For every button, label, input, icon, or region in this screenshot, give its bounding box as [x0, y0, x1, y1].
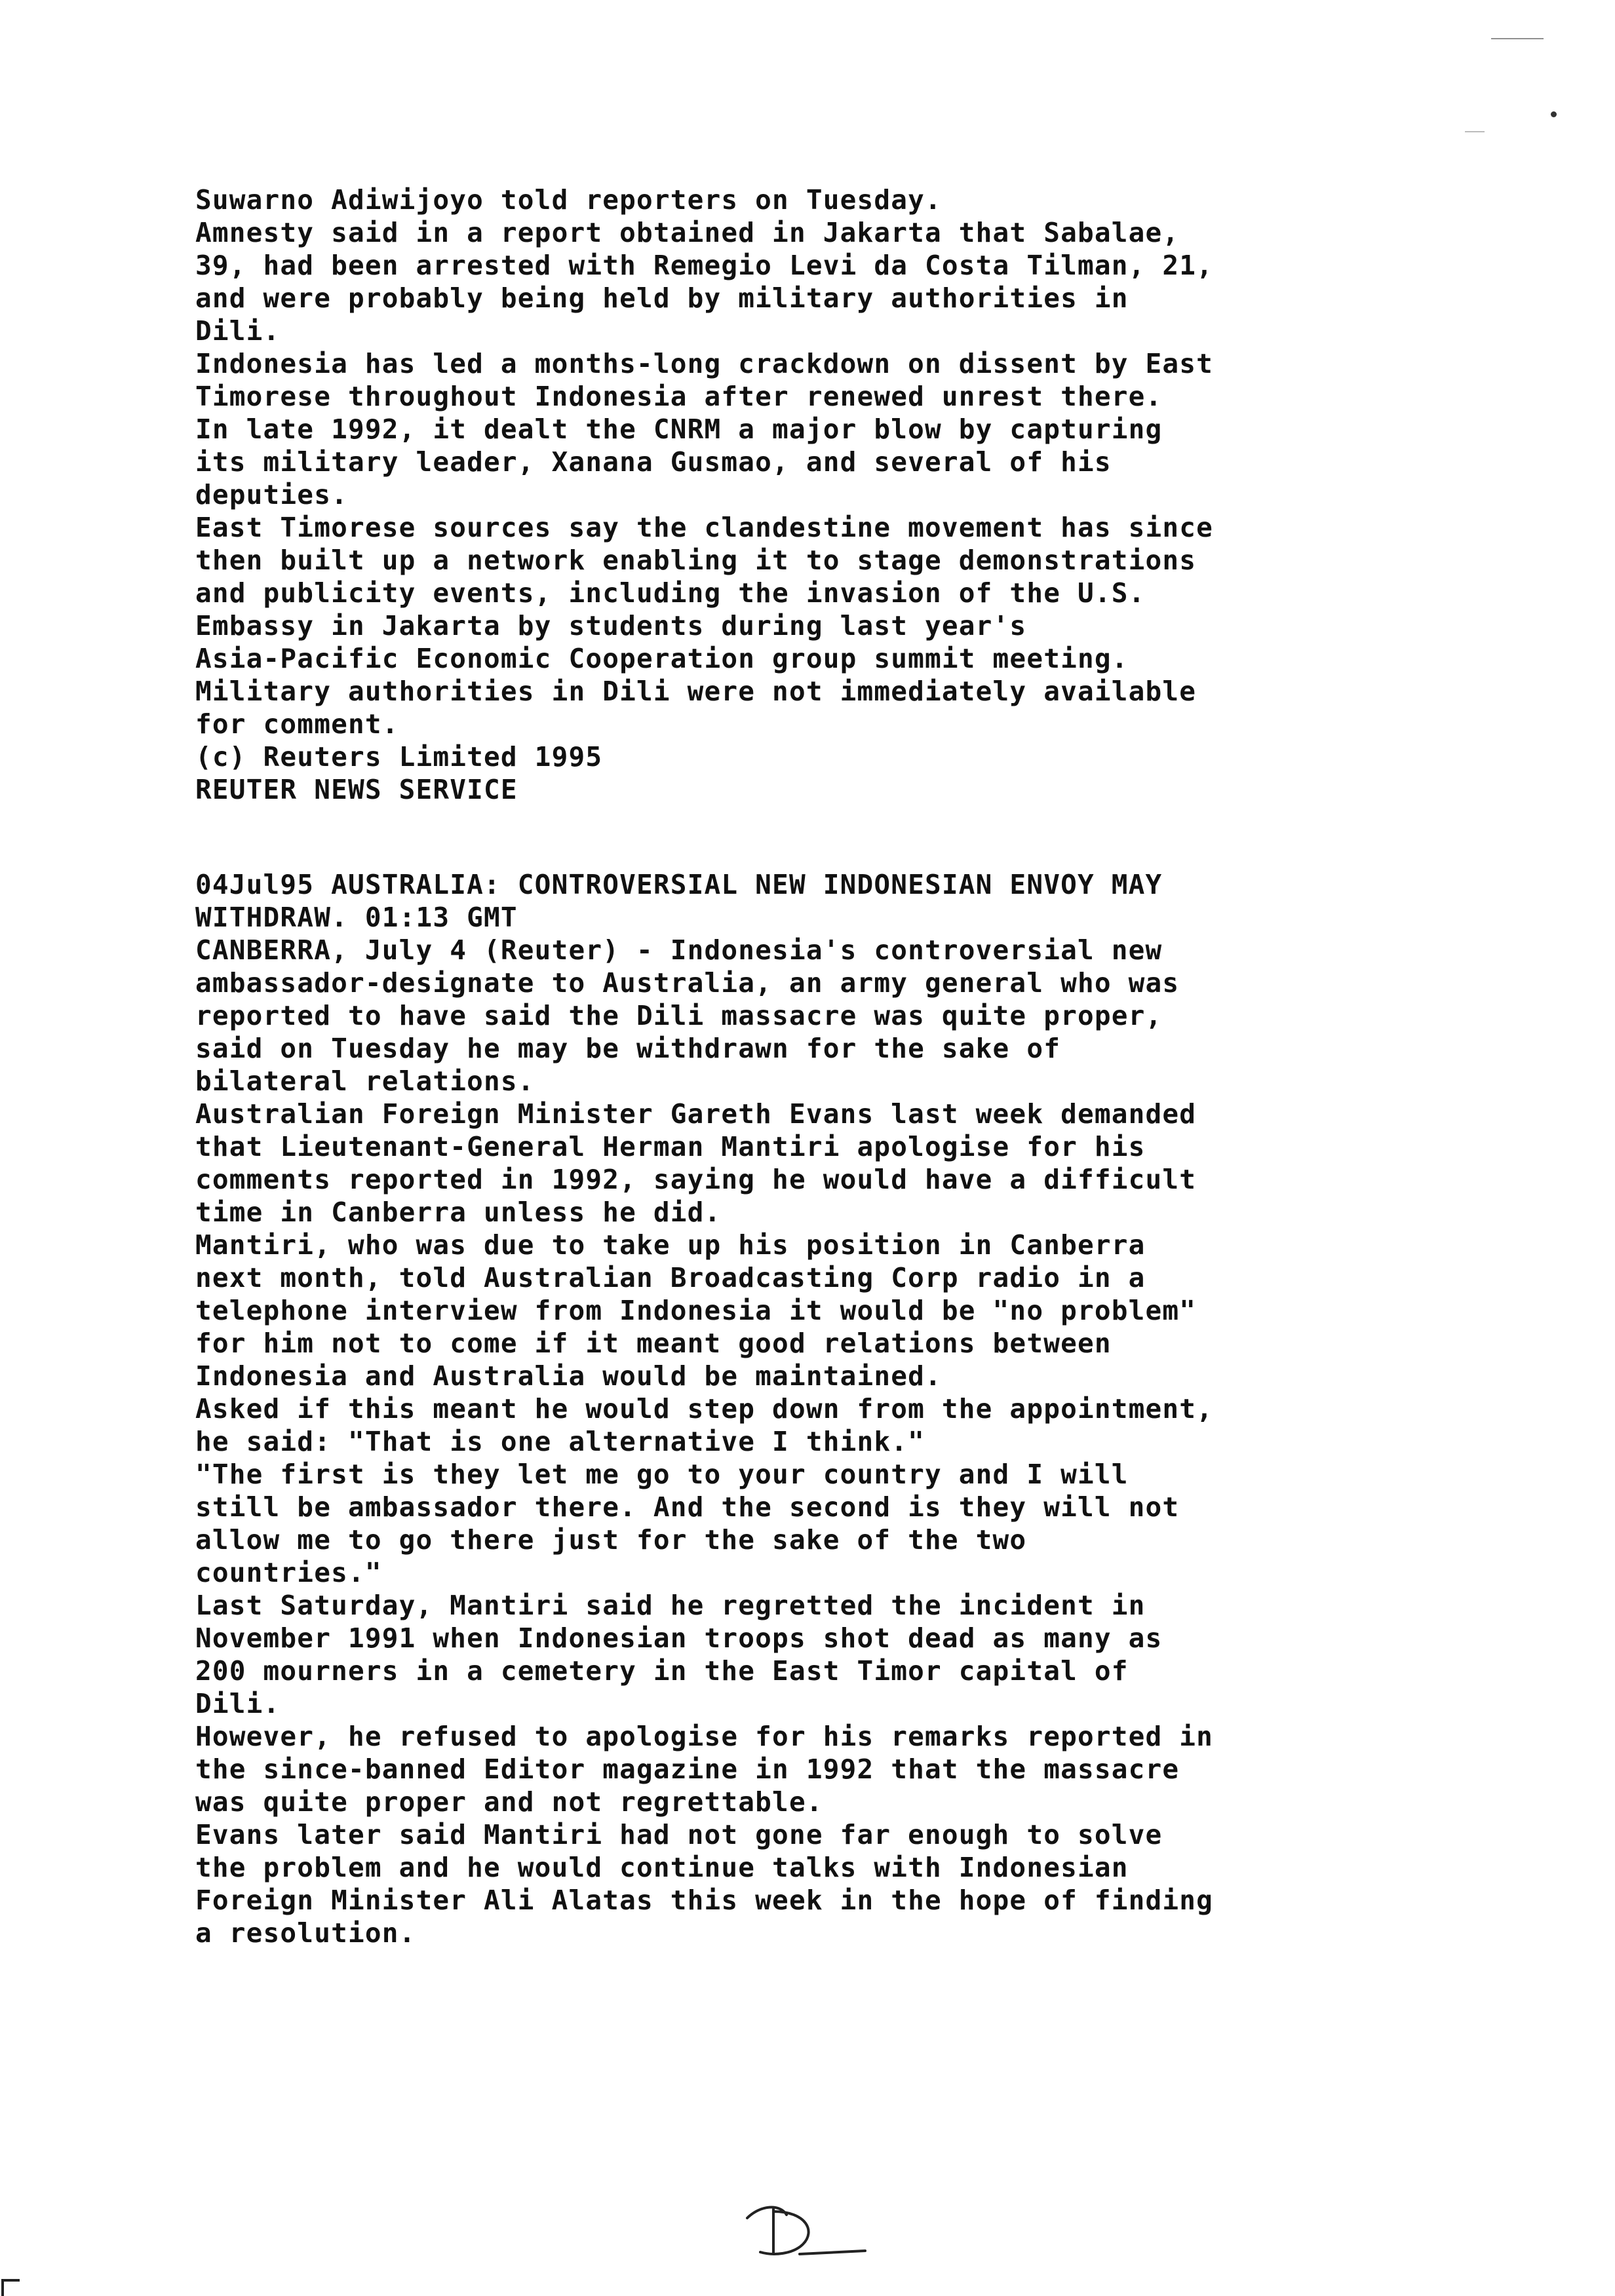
- text-line: "The first is they let me go to your country and I will: [195, 1459, 1129, 1490]
- text-line: deputies.: [195, 479, 348, 510]
- text-line: ambassador-designate to Australia, an army general who was: [195, 967, 1180, 999]
- text-line: Last Saturday, Mantiri said he regretted the incident in: [195, 1590, 1146, 1621]
- text-line: 39, had been arrested with Remegio Levi da Costa Tilman, 21,: [195, 250, 1214, 281]
- headline-line: 04Jul95 AUSTRALIA: CONTROVERSIAL NEW INDONESIAN ENVOY MAY: [195, 869, 1163, 900]
- text-line: Dili.: [195, 315, 281, 347]
- handwritten-initial-mark: [734, 2192, 878, 2270]
- text-line: a resolution.: [195, 1917, 416, 1949]
- text-line: Embassy in Jakarta by students during last year's: [195, 610, 1027, 641]
- text-line: Suwarno Adiwijoyo told reporters on Tuesday.: [195, 184, 942, 216]
- text-line: November 1991 when Indonesian troops shot dead as many as: [195, 1622, 1163, 1654]
- text-line: In late 1992, it dealt the CNRM a major blow by capturing: [195, 413, 1163, 445]
- text-line: Timorese throughout Indonesia after renewed unrest there.: [195, 381, 1163, 412]
- text-line: the problem and he would continue talks with Indonesian: [195, 1852, 1129, 1883]
- text-line: Asked if this meant he would step down from the appointment,: [195, 1393, 1214, 1425]
- text-line: bilateral relations.: [195, 1065, 535, 1097]
- text-line: then built up a network enabling it to stage demonstrations: [195, 545, 1197, 576]
- text-line: its military leader, Xanana Gusmao, and several of his: [195, 446, 1112, 478]
- headline-line: WITHDRAW. 01:13 GMT: [195, 902, 518, 933]
- article-main: [195, 868, 1441, 1949]
- text-line: that Lieutenant-General Herman Mantiri apologise for his: [195, 1131, 1146, 1162]
- text-line: 200 mourners in a cemetery in the East Timor capital of: [195, 1655, 1129, 1687]
- article-continuation: [195, 183, 1441, 806]
- text-line: Indonesia and Australia would be maintained.: [195, 1360, 942, 1392]
- scan-streak: [1491, 38, 1544, 39]
- text-line: was quite proper and not regrettable.: [195, 1786, 823, 1818]
- service-line: REUTER NEWS SERVICE: [195, 774, 518, 805]
- text-line: Evans later said Mantiri had not gone far enough to solve: [195, 1819, 1163, 1850]
- text-line: still be ambassador there. And the second is they will not: [195, 1491, 1180, 1523]
- text-line: Foreign Minister Ali Alatas this week in the hope of finding: [195, 1885, 1214, 1916]
- scan-edge-mark: [0, 2274, 26, 2296]
- handwritten-stroke: [747, 2208, 865, 2254]
- text-line: time in Canberra unless he did.: [195, 1196, 722, 1228]
- scan-streak: [1465, 131, 1485, 132]
- dateline: CANBERRA, July 4 (Reuter) - Indonesia's controversial new: [195, 934, 1163, 966]
- text-line: Asia-Pacific Economic Cooperation group summit meeting.: [195, 643, 1129, 674]
- text-line: and publicity events, including the invasion of the U.S.: [195, 577, 1146, 609]
- text-line: said on Tuesday he may be withdrawn for the sake of: [195, 1033, 1061, 1064]
- text-line: Amnesty said in a report obtained in Jakarta that Sabalae,: [195, 217, 1180, 248]
- text-line: the since-banned Editor magazine in 1992 that the massacre: [195, 1753, 1180, 1785]
- text-line: Australian Foreign Minister Gareth Evans last week demanded: [195, 1098, 1197, 1130]
- text-line: Mantiri, who was due to take up his position in Canberra: [195, 1229, 1146, 1261]
- text-line: telephone interview from Indonesia it would be "no problem": [195, 1295, 1197, 1326]
- text-line: reported to have said the Dili massacre was quite proper,: [195, 1000, 1163, 1031]
- text-line: East Timorese sources say the clandestine movement has since: [195, 512, 1214, 543]
- text-line: for comment.: [195, 708, 399, 740]
- text-line: However, he refused to apologise for his remarks reported in: [195, 1721, 1214, 1752]
- text-line: he said: "That is one alternative I think.": [195, 1426, 925, 1457]
- text-line: and were probably being held by military authorities in: [195, 282, 1129, 314]
- text-line: allow me to go there just for the sake of the two: [195, 1524, 1027, 1556]
- text-line: comments reported in 1992, saying he would have a difficult: [195, 1164, 1197, 1195]
- text-line: Military authorities in Dili were not immediately available: [195, 676, 1197, 707]
- text-line: Dili.: [195, 1688, 281, 1719]
- text-line: countries.": [195, 1557, 382, 1588]
- text-line: Indonesia has led a months-long crackdown on dissent by East: [195, 348, 1214, 379]
- scan-speck: [1551, 111, 1557, 117]
- copyright-line: (c) Reuters Limited 1995: [195, 741, 603, 773]
- text-line: for him not to come if it meant good relations between: [195, 1328, 1112, 1359]
- text-line: next month, told Australian Broadcasting Corp radio in a: [195, 1262, 1146, 1293]
